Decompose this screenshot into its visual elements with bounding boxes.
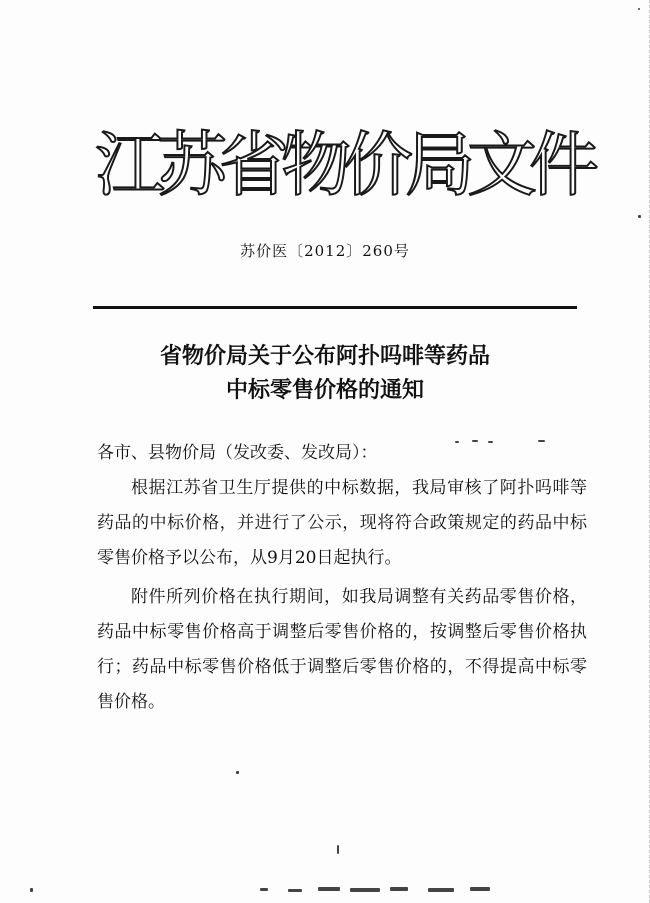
scan-speck — [260, 888, 268, 891]
notice-title-line2: 中标零售价格的通知 — [225, 378, 424, 403]
scan-speck — [638, 215, 641, 218]
scan-speck — [455, 441, 459, 443]
scan-speck — [288, 889, 302, 892]
document-number-text: 苏价医〔2012〕260号 — [240, 242, 410, 260]
notice-title-line1: 省物价局关于公布阿扑吗啡等药品 — [159, 344, 490, 369]
scan-speck — [488, 441, 493, 443]
notice-title — [0, 340, 650, 408]
scan-speck — [538, 440, 545, 442]
scan-speck — [470, 887, 490, 891]
scan-speck — [337, 845, 339, 854]
scan-speck — [472, 440, 478, 442]
scan-speck — [318, 887, 340, 891]
paragraph-2: 附件所列价格在执行期间，如我局调整有关药品零售价格，药品中标零售价格高于调整后零售价格的，按调整后零售价格执行；药品中标零售价格低于调整后零售价格的，不得提高中标零售价格。 — [97, 587, 587, 712]
notice-body — [97, 436, 587, 720]
document-number — [0, 240, 650, 261]
scan-speck — [30, 888, 33, 892]
scan-speck — [236, 771, 239, 774]
header-title: 江苏省物价局文件 — [95, 124, 591, 206]
scan-speck — [638, 8, 640, 10]
salutation: 各市、县物价局（发改委、发改局）： — [97, 443, 378, 463]
header-divider — [93, 306, 577, 309]
scan-speck — [350, 888, 380, 892]
paragraph-1: 根据江苏省卫生厅提供的中标数据，我局审核了阿扑吗啡等药品的中标价格，并进行了公示，现将符合政策规定的药品中标零售价格予以公布，从9月20日起执行。 — [97, 478, 587, 568]
scan-speck — [390, 887, 408, 891]
scan-speck — [428, 888, 454, 892]
